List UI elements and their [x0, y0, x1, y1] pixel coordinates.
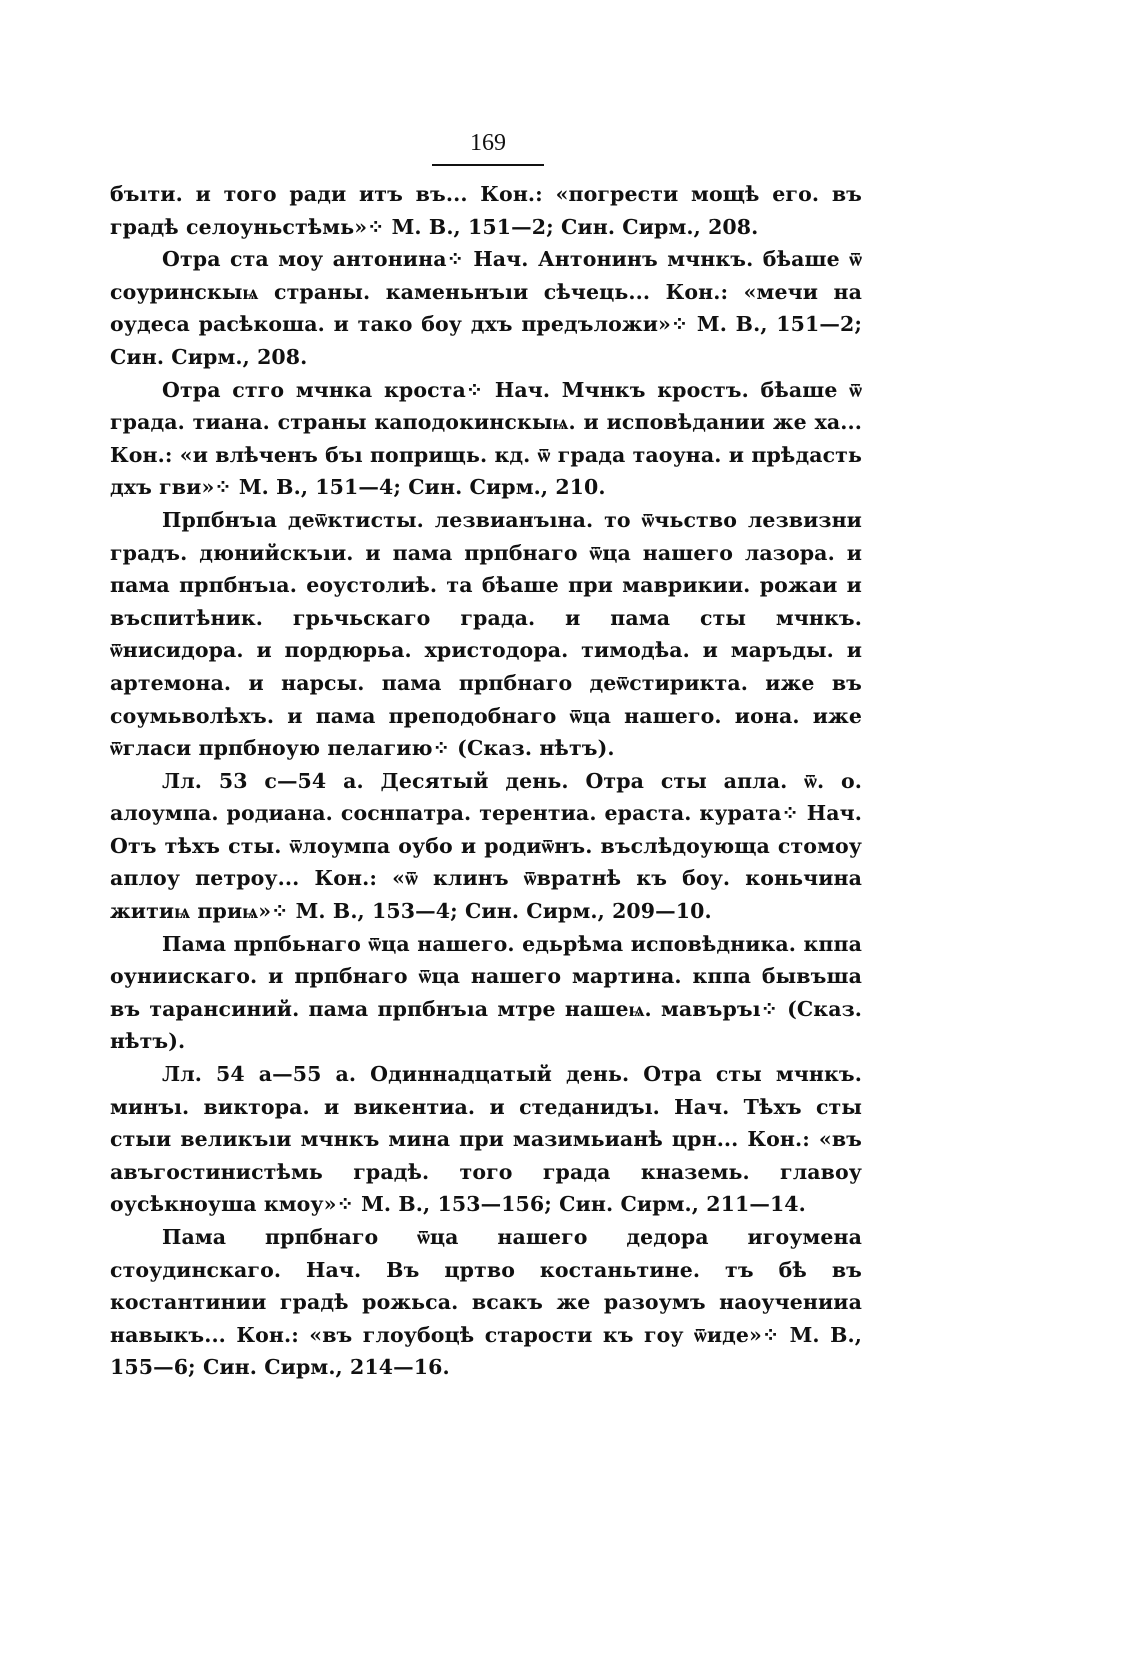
header-rule [432, 164, 544, 166]
paragraph-8: Пама прпбнаго ѿца нашего дедора игоумена стоудинскаго. Нач. Въ цртво костаньтине. тъ бѣ въ костантинии градѣ рожьса. всакъ же разоумъ наоученииа навыкъ... Кон.: «въ глоубоцѣ старости къ гоу ѿиде»⁘ М. В., 155—6; Син. Сирм., 214—16. [110, 1225, 862, 1380]
paragraph-6: Пама прпбьнаго ѿца нашего. едьрѣма исповѣдника. кппа оуниискаго. и прпбнаго ѿца нашего мартина. кппа бывъша въ тарансиний. пама прпбнъıа мтре нашеѩ. мавъръı⁘ (Сказ. нѣтъ). [110, 931, 862, 1054]
paragraph-1: бъıти. и того ради итъ въ... Кон.: «погрести мощѣ его. въ градѣ селоуньстѣмь»⁘ М. В., 151—2; Син. Сирм., 208. [110, 182, 862, 239]
paragraph-5: Лл. 53 с—54 а. Десятый день. Отра сты апла. ѿ. о. алоумпа. родиана. соснпатра. терентиа. ераста. курата⁘ Нач. Отъ тѣхъ сты. ѿлоумпа оубо и родиѿнъ. въслѣдоующа стомоу аплоу петроу... Кон.: «ѿ клинъ ѿвратнѣ къ боу. коньчина житиѩ приѩ»⁘ М. В., 153—4; Син. Сирм., 209—10. [110, 768, 862, 924]
page-number: 169 [470, 130, 506, 156]
paragraph-3: Отра стго мчнка кроста⁘ Нач. Мчнкъ кростъ. бѣаше ѿ града. тиана. страны каподокинскыѩ. и исповѣдании же ха... Кон.: «и влѣченъ бъı поприщь. кд. ѿ града таоуна. и прѣдасть дхъ гви»⁘ М. В., 151—4; Син. Сирм., 210. [110, 377, 862, 500]
body-text [110, 178, 862, 1384]
paragraph-7: Лл. 54 а—55 а. Одиннадцатый день. Отра сты мчнкъ. минъı. виктора. и викентиа. и стеданидъı. Нач. Тѣхъ сты стыи великъıи мчнкъ мина при мазимьианѣ црн... Кон.: «въ авъгостинистѣмь градѣ. того града кназемь. главоу оусѣкноуша кмоу»⁘ М. В., 153—156; Син. Сирм., 211—14. [110, 1062, 862, 1217]
paragraph-2: Отра ста моу антонина⁘ Нач. Антонинъ мчнкъ. бѣаше ѿ соуринскыѩ страны. каменьнъıи сѣчець... Кон.: «мечи на оудеса расѣкоша. и тако боу дхъ предъложи»⁘ М. В., 151—2; Син. Сирм., 208. [110, 247, 862, 369]
paragraph-4: Прпбнъıа деѿктисты. лезвианъıна. то ѿчьство лезвизни градъ. дюнийскъıи. и пама прпбнаго ѿца нашего лазора. и пама прпбнъıа. еоустолиѣ. та бѣаше при маврикии. рожаи и въспитѣник. грьчьскаго града. и пама сты мчнкъ. ѿнисидора. и пордюрьа. христодора. тимодѣа. и маръды. и артемона. и нарсы. пама прпбнаго деѿстирикта. иже въ соумьволѣхъ. и пама преподобнаго ѿца нашего. иона. иже ѿгласи прпбноую пелагию⁘ (Сказ. нѣтъ). [110, 507, 862, 761]
